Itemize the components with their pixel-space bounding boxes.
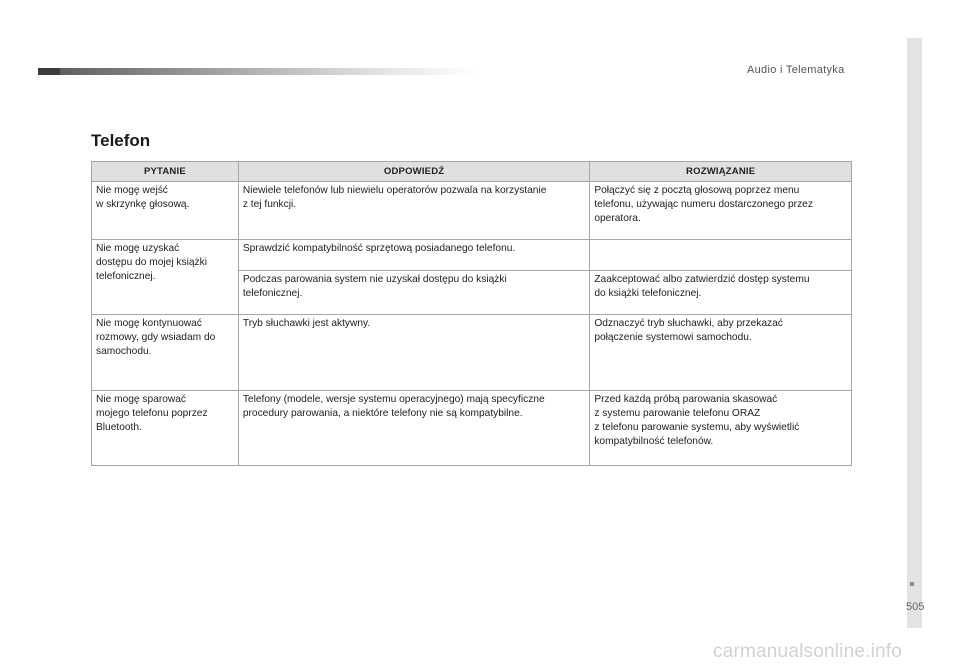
- header-gradient-bar: [38, 68, 478, 75]
- question-cell: Nie mogę uzyskać dostępu do mojej książki telefonicznej.: [92, 240, 239, 315]
- troubleshooting-table: [91, 161, 852, 466]
- column-header-question: PYTANIE: [92, 162, 239, 182]
- watermark: carmanualsonline.info: [713, 641, 903, 662]
- answer-cell: Telefony (modele, wersje systemu operacyjnego) mają specyficzne procedury parowania, a niektóre telefony nie są kompatybilne.: [238, 391, 589, 466]
- column-header-solution: ROZWIĄZANIE: [590, 162, 852, 182]
- page-marker: [910, 582, 914, 586]
- question-cell: Nie mogę sparować mojego telefonu poprzez Bluetooth.: [92, 391, 239, 466]
- page-number: 505: [906, 601, 925, 613]
- table-row: [92, 182, 852, 240]
- table-row: [92, 240, 852, 271]
- solution-cell: Połączyć się z pocztą głosową poprzez menu telefonu, używając numeru dostarczonego przez operatora.: [590, 182, 852, 240]
- solution-cell: Odznaczyć tryb słuchawki, aby przekazać połączenie systemowi samochodu.: [590, 315, 852, 391]
- answer-cell: Tryb słuchawki jest aktywny.: [238, 315, 589, 391]
- column-header-answer: ODPOWIEDŹ: [238, 162, 589, 182]
- table-row: [92, 391, 852, 466]
- answer-cell: Sprawdzić kompatybilność sprzętową posiadanego telefonu.: [238, 240, 589, 271]
- page-title: Telefon: [91, 131, 151, 150]
- solution-cell: Zaakceptować albo zatwierdzić dostęp systemu do książki telefonicznej.: [590, 271, 852, 315]
- table-header-row: [92, 162, 852, 182]
- table-row: [92, 315, 852, 391]
- solution-cell: Przed każdą próbą parowania skasować z systemu parowanie telefonu ORAZ z telefonu parowanie systemu, aby wyświetlić kompatybilność telefonów.: [590, 391, 852, 466]
- answer-cell: Podczas parowania system nie uzyskał dostępu do książki telefonicznej.: [238, 271, 589, 315]
- section-title: Audio i Telematyka: [747, 64, 845, 76]
- solution-cell: [590, 240, 852, 271]
- page-edge-strip: [906, 38, 925, 628]
- header-bar-accent: [38, 68, 60, 75]
- question-cell: Nie mogę wejść w skrzynkę głosową.: [92, 182, 239, 240]
- answer-cell: Niewiele telefonów lub niewielu operatorów pozwala na korzystanie z tej funkcji.: [238, 182, 589, 240]
- question-cell: Nie mogę kontynuować rozmowy, gdy wsiadam do samochodu.: [92, 315, 239, 391]
